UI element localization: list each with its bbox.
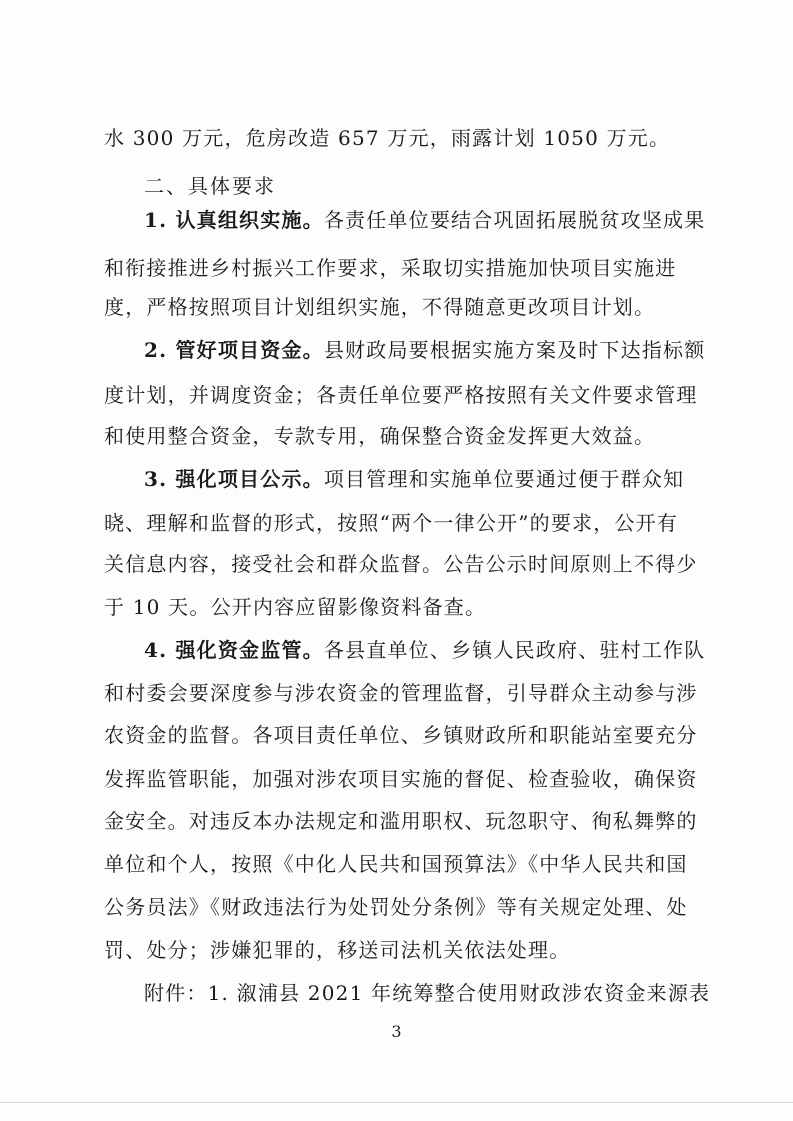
text-line: 和村委会要深度参与涉农资金的管理监督，引导群众主动参与涉 [104,681,698,705]
text-span: 县财政局要根据实施方案及时下达指标额 [323,338,706,362]
text-line: 发挥监管职能，加强对涉农项目实施的督促、检查验收，确保资 [104,767,698,791]
text-line: 和衔接推进乡村振兴工作要求，采取切实措施加快项目实施进 [104,256,677,280]
text-line: 度，严格按照项目计划组织实施，不得随意更改项目计划。 [104,295,656,319]
text-line: 水 300 万元，危房改造 657 万元，雨露计划 1050 万元。 [104,126,671,150]
text-line: 和使用整合资金，专款专用，确保整合资金发挥更大效益。 [104,424,656,448]
page-number: 3 [391,1022,402,1041]
text-line: 公务员法》《财政违法行为处罚处分条例》等有关规定处理、处 [104,895,688,919]
text-line: 农资金的监督。各项目责任单位、乡镇财政所和职能站室要充分 [104,723,698,747]
paragraph-first-line [144,336,706,364]
item-heading: 2. 管好项目资金。 [144,338,324,362]
page-edge-divider [0,1102,793,1103]
item-heading: 3. 强化项目公示。 [144,467,324,491]
text-line: 度计划，并调度资金；各责任单位要严格按照有关文件要求管理 [104,383,698,407]
text-span: 各责任单位要结合巩固拓展脱贫攻坚成果 [323,208,706,232]
text-span: 各县直单位、乡镇人民政府、驻村工作队 [323,638,706,662]
section-heading: 二、具体要求 [144,174,276,198]
text-line: 于 10 天。公开内容应留影像资料备查。 [104,595,487,619]
paragraph-first-line [144,465,694,493]
item-heading: 4. 强化资金监管。 [144,638,324,662]
text-line: 晓、理解和监督的形式，按照“两个一律公开”的要求，公开有 [104,511,679,535]
text-line: 单位和个人，按照《中化人民共和国预算法》《中华人民共和国 [104,852,688,876]
attachment-line: 附件：1. 溆浦县 2021 年统筹整合使用财政涉农资金来源表 [144,981,711,1005]
text-line: 罚、处分；涉嫌犯罪的，移送司法机关依法处理。 [104,938,571,962]
item-heading: 1. 认真组织实施。 [144,208,324,232]
text-span: 项目管理和实施单位要通过便于群众知 [323,467,685,491]
paragraph-first-line [144,206,706,234]
text-line: 金安全。对违反本办法规定和滥用职权、玩忽职守、徇私舞弊的 [104,809,698,833]
text-line: 关信息内容，接受社会和群众监督。公告公示时间原则上不得少 [104,552,698,576]
paragraph-first-line [144,636,706,664]
